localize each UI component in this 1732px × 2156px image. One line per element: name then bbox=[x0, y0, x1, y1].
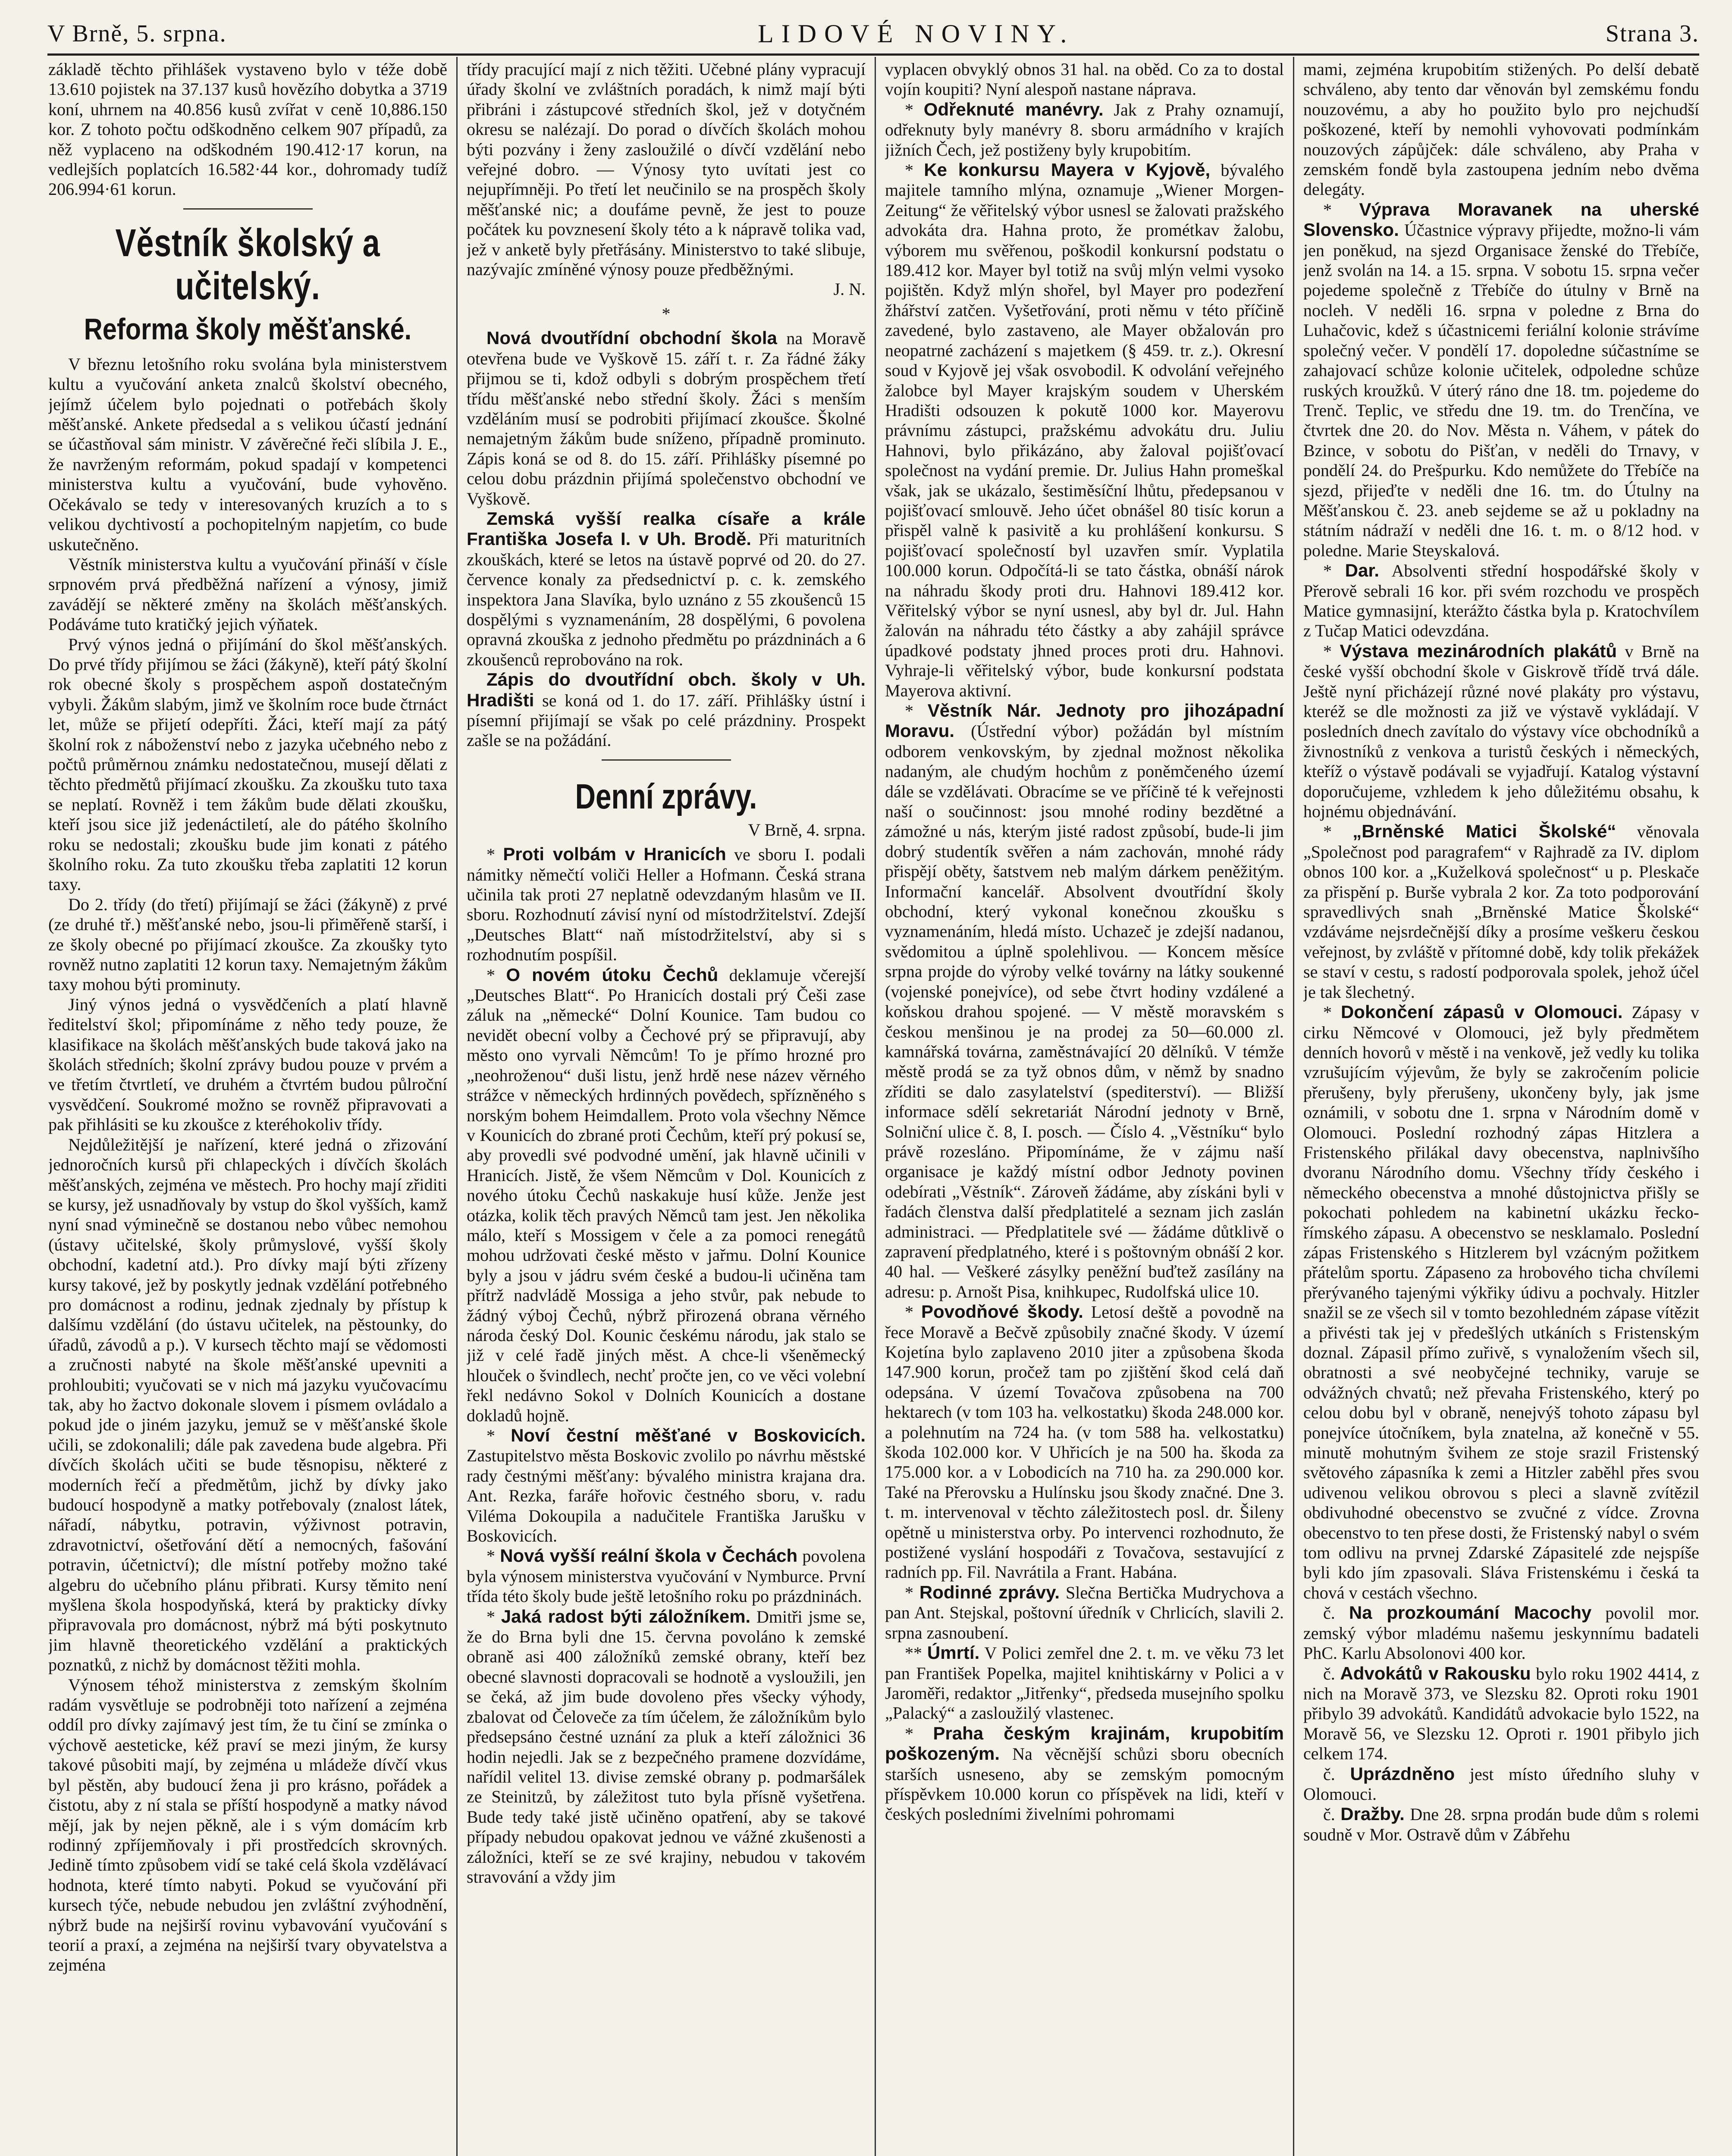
insurance-report-text: základě těchto přihlášek vystaveno bylo v téže době 13.610 pojistek na 37.137 kusů hovězího dobytka a 3719 koní, uhrnem na 40.856 kusů zvířat v ceně 10,886.150 kor. Z tohoto počtu odškodněno celkem 907 případů, za něž vyplaceno na odškodném 190.412·17 korun, na vedlejších poplatcích 16.582·44 kor., dohromady tudíž 206.994·61 korun. bbox=[48, 60, 447, 199]
news-text: Jak z Prahy oznamují, odřeknuty byly manévry 8. sboru armádního v krajích jižních Čech, jež postiženy byly krupobitím. bbox=[885, 100, 1284, 160]
news-headline: Proti volbám v Hranicích bbox=[503, 844, 726, 865]
news-headline: Dokončení zápasů v Olomouci. bbox=[1340, 1002, 1623, 1022]
news-headline: Noví čestní měšťané v Boskovicích. bbox=[511, 1425, 866, 1445]
column-2: třídy pracující mají z nich těžiti. Učebné plány vypracují úřady školní ve zvláštních poradách, k nimž mají býti přibráni i zástupcové středních škol, jež v dotyčném okresu se nalézají. Do porad o dívčích školách mohou býti pozvány i ženy zasloužilé o dívčí vzdělání nebo veřejné dobro. — Výnosy tyto uvítati jest co nejupřímněji. Po třetí let neučinilo se na prospěch školy měšťanské nic; a doufáme pevně, že jest to pouze počátek ku povznesení školy této a k nápravě tolika vad, jež v anketě byly přetřásány. Ministerstvo to také slibuje, nazývajíc zmíněné výnosy pouze předběžnými. J. N. * Nová dvoutřídní obchodní škola na Moravě otevřena bude ve Vyškově 15. září t. r. Za řádné žáky přijmou se ti, kdož odbyli s dobrým prospěchem třetí třídu měšťanské nebo střední školy. Žáci s menším vzděláním musí se podrobiti přijímací zkoušce. Školné nemajetným žákům bude sníženo, případně prominuto. Zápis koná se od 8. do 15. září. Přihlášky písemné po celou dobu prázdnin přijímá společenstvo obchodní ve Vyškově. Zemská vyšší realka císaře a krále Františka Josefa I. v Uh. Brodě. Při maturitních zkouškách, které se letos na ústavě poprvé od 20. do 27. července konaly za předsednictví p. c. k. zemského inspektora Jana Slavíka, bylo uznáno z 55 zkoušenců 15 dospělými s vyznamenáním, 28 dospělými, 6 povolena opravná zkouška z jednoho předmětu po prázdninách a 6 zkoušenců reprobováno na rok. Zápis do dvoutřídní obch. školy v Uh. Hradišti se koná od 1. do 17. září. Přihlášky ústní i písemní přijímají se však po celé prázdniny. Prospekt zašle se na požádání. Denní zprávy. V Brně, 4. srpna. * Proti volbám v Hranicích ve sboru I. podali námitky němečtí voliči Heller a Hofmann. Česká strana učinila tak proti 27 neplatně odevzdaným hlasům ve II. sboru. Rozhodnutí závisí nyní od místodržitelství. Zdejší „Deutsches Blatt“ naň místodržitelství, aby si s rozhodnutím pospíšil. * O novém útoku Čechů deklamuje včerejší „Deutsches Blatt“. Po Hranicích dostali prý Češi zase záluk na „německé“ Dolní Kounice. Tam budou co nevidět obecní volby a Čechové prý se připravují, aby město ono vyrvali Němcům! To je přímo hrozné pro „neohroženou“ duši listu, jenž hrdě nese název věrného strážce v německých hrdinných povědech, spřízněného s norským bohem Heimdallem. Proto vola všechny Němce v Kounicích do zbrané proti Čechům, kteří prý pokusí se, aby provedli své podvodné umění, jak hlavně učinili v Hranicích. Jistě, že všem Němcům v Dol. Kounicích z nového útoku Čechů naskakuje husí kůže. Jenže jest otázka, kolik těch pravých Němců tam jest. Jen několika málo, kteří s Mossigem v čele a za pomoci renegátů mohou udržovati české město v jařmu. Dolní Kounice byly a jsou v jádru svém české a budou-li učiněna tam přítrž nadvládě Mossiga a jeho stvůr, pak nebude to žádný výboj Čechů, nýbrž přirozená obrana věrného národa český Dol. Kounic českému národu, jak stalo se již v celé řadě jiných měst. A chce-li všeněmecký hlouček o švindlech, nechť pročte jen, co ve věci volební řekl nedávno Sokol v Dolních Kounicích a dostane dokladů hojně. * Noví čestní měšťané v Boskovicích. Zastupitelstvo města Boskovic zvolilo po návrhu městské rady čestnými měšťany: bývalého ministra krajana dra. Ant. Rezka, faráře hořovic čestného sboru, v. radu Viléma Dokoupila a nadučitele Františka Jarušku v Boskovicích. * Nová vyšší reální škola v Čechách povolena byla výnosem ministerstva vyučování v Nymburce. První třída této školy bude ještě letošního roku po prázdninách. * Jaká radost býti záložníkem. Dmitři jsme se, že do Brna byli dne 15. června povoláno k zemské obraně asi 400 záložníků zemské obrany, kteří bez obecné slavnosti dopracovali se hodnotě a vysloužili, jen se čeká, až jim bude dovoleno přes všecky výhody, zbalovat od Čeloveče za tím účelem, že záložníkům bylo předsepsáno čestné uznání za pluk a kteří záložnici 36 hodin nejedli. Jak se z bezpečného pramene dozvídáme, nařídil velitel 13. divise zemské obrany p. podmaršálek ze Steinitzů, by záležitost tuto byla přísně vyšetřena. Bude tedy také jistě učiněno opatření, aby se takové případy nebudou opakovat jednou ve vážné zkušenosti a záložníci, kteří se ze své krajiny, nebudou v takovém stravování a vždy jim bbox=[467, 60, 866, 1887]
article-paragraph: Nejdůležitější je nařízení, které jedná o zřizování jednoročních kursů při chlapeckých i dívčích školách měšťanských, zejména ve městech. Pro hochy mají zřiditi se kursy, jež usnadňovaly by vstup do škol vyšších, kamž nyní snad výminečně se dostanou nebo vůbec nemohou (ústavy učitelské, školy průmyslové, vyšší školy obchodní, kadetní atd.). Pro dívky mají býti zřízeny kursy takové, jež by poskytly jednak vzdělání potřebného pro domácnost a rodinu, jednak zjednaly by přístup k dalšímu vzdělání (do ústavu učitelek, na pěstounky, do úřadů, závodů a p.). V kursech těchto mají se vědomosti a zručnosti nabyté na škole měšťanské upevniti a prohloubiti; vyučovati se v nich má jazyku vyučovacímu tak, aby ho žactvo dokonale slovem i písmem ovládalo a pokud jde o jiném jazyku, jemuž se v měšťanské škole učili, se zdokonalili; dále pak zavedena bude algebra. Při dívčích školách učiti se bude těsnopisu, některé z moderních řečí a předmětům, jichž by dívky jako budoucí hospodyně a matky potřebovaly (znalost látek, nářadí, nábytku, potravin, výživnost potravin, zdravotnictví, ošetřování dětí a nemocných, fašování potravin, účetnictví); dle místní potřeby možno také algebru do učebního plánu přibrati. Kursy těmito není myšlena škola hospodyňská, která by prakticky dívky připravovala pro domácnost, nýbrž má býti poskytnuto jim hlavně theoretického vzdělání a praktických poznatků, z nichž by domácnost těžiti mohla. bbox=[48, 1134, 447, 1675]
article-paragraph: třídy pracující mají z nich těžiti. Učebné plány vypracují úřady školní ve zvláštních poradách, k nimž mají býti přibráni i zástupcové středních škol, jež v dotyčném okresu se nalézají. Do porad o dívčích školách mohou býti pozvány i ženy zasloužilé o dívčí vzdělání nebo veřejné dobro. — Výnosy tyto uvítati jest co nejupřímněji. Po třetí let neučinilo se na prospěch školy měšťanské nic; a doufáme pevně, že jest to pouze počátek ku povznesení školy této a k nápravě tolika vad, jež v anketě byly přetřásány. Ministerstvo to také slibuje, nazývajíc zmíněné výnosy pouze předběžnými. bbox=[467, 60, 866, 279]
news-headline: Ke konkursu Mayera v Kyjově, bbox=[924, 160, 1211, 180]
header-rule bbox=[47, 53, 1699, 56]
news-text: povolena byla výnosem ministerstva vyučování v Nymburce. První třída této školy bude ještě letošního roku po prázdninách. bbox=[467, 1546, 866, 1606]
news-text: Letosí deště a povodně na řece Moravě a Bečvě způsobily značné škody. V území Kojetína bylo zaplaveno 2010 jiter a způsobena škoda 147.900 korun, pročež tam po zjištění škod celá daň odepsána. V území Tovačova způsobena na 700 hektarech (v tom 103 ha. velkostatku) škoda 248.000 kor. a polehnutím na 724 ha. (v tom 588 ha. velkostatku) škoda 102.000 kor. V Uhřicích je na 500 ha. škoda za 175.000 kor. a v Lobodicích na 710 ha. za 290.000 kor. Také na Přerovsku a Hulínsku jsou škody značné. Dne 3. t. m. intervenoval v těchto záležitostech posl. dr. Šileny opětně u ministerstva orby. Po intervenci rozhodnuto, že postižené vyslání hospodáři z Tovačova, sestavující z radních pp. Fil. Navrátila a Frant. Habána. bbox=[885, 1302, 1284, 1582]
column-divider bbox=[875, 57, 876, 2156]
news-headline: Úmrtí. bbox=[927, 1642, 980, 1663]
news-text: bývalého majitele tamního mlýna, oznamuje „Wiener Morgen-Zeitung“ že věřitelský výbor usnesl se žalovati pražského advokáta dra. Hahna proto, že prométkav žalobu, výborem mu svěřenou, poškodil konkursní podstatu o 189.412 kor. Mayer byl totiž na svůj mlýn velmi vysoko pojištěn. Když mlýn shořel, byl Mayer pro podezření žhářství zatčen. Vyšetřování, proti němu v této příčině zavedené, bylo zastaveno, ale Mayer obžalován pro neopatrné zacházení s majetkem (§ 459. tr. z.). Okresní soud v Kyjově jej však osvobodil. K odvolání veřejného žalobce byl Mayer krajským soudem v Uherském Hradišti odsouzen k pokutě 1000 kor. Mayerovu právnímu zástupci, pražskému advokátu dru. Juliu Hahnovi, bylo přikázáno, aby žaloval pojišťovací společnost na vydání premie. Dr. Julius Hahn promeškal však, jak se ukázalo, šestiměsíční lhůtu, předepsanou v pojišťovací smlouvě. Jeho účet obnášel 80 tisíc korun a přispěl valně k pasivitě a ku prohlášení konkursu. S pojišťovací společností byl uzavřen smír. Vyplatila 100.000 korun. Odpočítá-li se tato částka, obnáší nárok na náhradu škody proti dru. Hahnovi 189.412 kor. Věřitelský výbor se nyní usnesl, aby byl dr. Jul. Hahn žalován na náhradu této částky a aby zahájil správce úpadkové podstaty jhned proces proti dru. Hahnovi. Vyhraje-li věřitelský výbor, bude konkursní podstata Mayerova aktivní. bbox=[885, 160, 1284, 700]
column-divider bbox=[456, 57, 458, 2156]
separator bbox=[183, 208, 313, 210]
article-paragraph: Jiný výnos jedná o vysvědčeních a platí hlavně ředitelství škol; připomínáme z něho tedy pouze, že klasifikace na školách měšťanských bude taková jako na školách středních; školní zprávy budou pouze v prvém a ve třetím čtvrtletí, ve druhém a čtvrtém budou půlroční vysvědčení. Soukromé možno se rovněž připravovati a pak přihlásiti se ku zkoušce z kteréhokoliv třídy. bbox=[48, 994, 447, 1134]
news-text: Na věcnější schůzi sboru obecních starších usneseno, aby se zemským pomocným příspěvkem 10.000 korun co příspěvek na lidi, kteří v českých posledními živelními pohromami bbox=[885, 1744, 1284, 1824]
news-headline: „Brněnské Matici Školské“ bbox=[1352, 821, 1616, 842]
news-text: bylo roku 1902 4414, z nich na Moravě 373, ve Slezsku 82. Oproti roku 1901 přibylo 39 advokátů. Kandidátů advokacie bylo 1522, na Moravě 56, ve Slezsku 12. Oproti r. 1901 přibylo jich celkem 174. bbox=[1303, 1664, 1699, 1764]
news-text: Dmitři jsme se, že do Brna byli dne 15. června povoláno k zemské obraně asi 400 záložníků zemské obrany, kteří bez obecné slavnosti dopracovali se hodnotě a vysloužili, jen se čeká, až jim bude dovoleno přes všecky výhody, zbalovat od Čeloveče za tím účelem, že záložníkům bylo předsepsáno čestné uznání za pluk a kteří záložnici 36 hodin nejedli. Jak se z bezpečného pramene dozvídáme, nařídil velitel 13. divise zemské obrany p. podmaršálek ze Steinitzů, by záležitost tuto byla přísně vyšetřena. Bude tedy také jistě učiněno opatření, aby se takové případy nebudou opakovat jednou ve vážné zkušenosti a záložníci, kteří se ze své krajiny, nebudou v takovém stravování a vždy jim bbox=[467, 1607, 866, 1887]
news-text: Dne 28. srpna prodán bude dům s rolemi soudně v Mor. Ostravě dům v Zábřehu bbox=[1303, 1805, 1699, 1844]
news-headline: Jaká radost býti záložníkem. bbox=[501, 1606, 751, 1626]
news-text: ve sboru I. podali námitky němečtí voliči Heller a Hofmann. Česká strana učinila tak proti 27 neplatně odevzdaným hlasům ve II. sboru. Rozhodnutí závisí nyní od místodržitelství. Zdejší „Deutsches Blatt“ naň místodržitelství, aby si s rozhodnutím pospíšil. bbox=[467, 845, 866, 965]
article-paragraph: Do 2. třídy (do třetí) přijímají se žáci (žákyně) z prvé (ze druhé tř.) měšťanské nebo, jsou-li přiměřeně starší, i ze školy obecné po přijímací zkoušce. Za zkoušky tyto rovněž nutno zaplatiti 12 korun taxy. Nemajetným žákům taxy mohou býti prominuty. bbox=[48, 894, 447, 994]
news-text: věnovala „Společnost pod paragrafem“ v Rajhradě za IV. diplom obnos 100 kor. a „Kuželková společnost“ u p. Pleskače za přispění p. Burše vybrala 2 kor. Za toto podporování spravedlivých snah „Brněnské Matice Školské“ vzdáváme nejsrdečnější díky a prosíme veškeru českou veřejnost, by zvláště v přítomné době, kdy tolik překážek se staví v cestu, s radostí podporovala spolek, jehož účel je tak šlechetný. bbox=[1303, 822, 1699, 1002]
column-1 bbox=[48, 60, 447, 2156]
news-headline: Dar. bbox=[1345, 560, 1380, 581]
news-text: na Moravě otevřena bude ve Vyškově 15. září t. r. Za řádné žáky přijmou se ti, kdož odbyli s dobrým prospěchem třetí třídu měšťanské nebo střední školy. Žáci s menším vzděláním musí se podrobiti přijímací zkoušce. Školné nemajetným žákům bude sníženo, případně prominuto. Zápis koná se od 8. do 15. září. Přihlášky písemné po celou dobu prázdnin přijímá společenstvo obchodní ve Vyškově. bbox=[467, 329, 866, 508]
news-text: V Polici zemřel dne 2. t. m. ve věku 73 let pan František Popelka, majitel knihtiskárny v Polici a v Jaroměři, redaktor „Jitřenky“, předseda musejního spolku „Palacký“ a zasloužilý vlastenec. bbox=[885, 1643, 1284, 1723]
article-paragraph: Výnosem téhož ministerstva z zemským školním radám vysvětluje se podrobněji toto nařízení a zejména oddíl pro dívky zajímavý jest tím, že tu činí se zmínka o výchově aesteticke, kéž praví se mezi jiným, že kursy takové působiti mají, by zejména u mládeže dívčí vkus byl pěstěn, aby budoucí žena ji pro krásno, pořádek a čistotu, aby z ní stala se příští hospodyně a matky návod mějí, jak by nejen pěkně, ale i s vým domácím krb rodinný zpříjemňovaly i při prostředcích skrovných. Jedině tímto způsobem vidí se také celá škola vzdělávací hodnota, které tímto nabyti. Pokud se vyučování při kursech týče, nebude nebudou jen zvláštní zvýhodnění, nýbrž bude na nejširší rovinu vybavování vyučování s teorií a praxí, a zejména na nejširší tvary obyvatelstva a zejména bbox=[48, 1675, 447, 1975]
news-headline: Odřeknuté manévry. bbox=[923, 99, 1104, 119]
news-headline: Výprava Moravanek na uherské Slovensko. bbox=[1303, 199, 1699, 240]
masthead bbox=[47, 16, 1699, 51]
news-text: Zápasy v cirku Němcové v Olomouci, jež byly předmětem denních hovorů v městě i na venkově, jež vedly ku tolika vzrušujícím výjevům, že byly se zakročením policie přerušeny, byly přerušeny, ukončeny byly, jak jsme oznámili, v sobotu dne 1. srpna v Národním domě v Olomouci. Poslední rozhodný zápas Hitzlera a Fristenského přilákal davy obecenstva, naplnivšího dvoranu Národního domu. Všechny třídy českého i německého obecenstva a mnohé důstojnictva přišly se pokochati pohledem na kabinetní ukázku řecko-římského zápasu. A obecenstvo se nesklamalo. Poslední zápas Fristenského s Hitzlerem byl vzácným požitkem přátelům sportu. Zápaseno za hrobového ticha chvílemi přerývaného tajenými výkřiky údivu a pochvaly. Hitzler snažil se ze všech sil v tomto bezohledném zápase vítězit a přivésti tak jej v předešlých utkáních s Fristenským doznal. Zápasil přímo zuřivě, s vynaložením všech sil, obratnosti a své neobyčejné techniky, varuje se odvážných chvatů; než převaha Fristenského, který po celou dobu byl v obraně, nenejvýš tohoto zápasu byl ponejvíce útočníkem, byla znatelna, až konečně v 55. minutě mohutným švihem ze stoje srazil Fristenský světového zápasníka k zemi a Hitzler zaběhl přes svou udivenou velikou obrovou s pleci a slavně zvítězil obdivuhodné obecenstvo se zvučné z vídce. Zrovna obecenstvo to ten přese dosti, že Fristenský nabyl o svém tom odlivu na prvnej Zdarské Zápasitelé zde nejspíše byli kdo jím zpasovali. Sláva Fristenskému i česká ta chová v cestách všechno. bbox=[1303, 1003, 1699, 1602]
section-title-daily-news: Denní zprávy. bbox=[575, 777, 757, 816]
news-text: povolil mor. zemský výbor mladému našemu jeskynnímu badateli PhC. Karlu Absolonovi 400 kor. bbox=[1303, 1603, 1699, 1663]
article-paragraph: V březnu letošního roku svolána byla ministerstvem kultu a vyučování anketa znalců školství obecného, jejímž účelem bylo pojednati o potřebách školy měšťanské. Ankete předsedal a s velikou účastí jednání se účastňoval sám ministr. V závěrečné řeči slíbila J. E., že navrženým reformám, pokud spadají v kompetenci ministerstva kultu a vyučování, bude vyhověno. Očekávalo se tedy v interesovaných kruzích a to s velikou dychtivostí a pochopitelným napjetím, co bude uskutečněno. bbox=[48, 354, 447, 554]
author-signature: J. N. bbox=[833, 279, 866, 299]
column-divider bbox=[1293, 57, 1294, 2156]
news-headline: Zemská vyšší realka císaře a krále Františka Josefa I. v Uh. Brodě. bbox=[467, 508, 866, 549]
news-headline: Dražby. bbox=[1340, 1804, 1405, 1824]
article-title-school-reform: Reforma školy měšťanské. bbox=[84, 312, 412, 346]
news-headline: Na prozkoumání Macochy bbox=[1349, 1602, 1592, 1623]
page-number: Strana 3. bbox=[1605, 20, 1699, 47]
news-headline: Nová dvoutřídní obchodní škola bbox=[486, 328, 777, 348]
dateline: V Brně, 4. srpna. bbox=[748, 820, 866, 840]
separator bbox=[602, 759, 731, 761]
news-headline: Rodinné zprávy. bbox=[919, 1582, 1060, 1602]
news-text: jest místo úředního sluhy v Olomouci. bbox=[1303, 1764, 1699, 1804]
news-text: se koná od 1. do 17. září. Přihlášky ústní i písemní přijímají se však po celé prázdniny. Prospekt zašle se na požádání. bbox=[467, 690, 866, 750]
column-4: mami, zejména krupobitím stižených. Po delší debatě schváleno, aby tento dar věnován byl zemskému fondu nouzovému, a aby ho použito bylo pro nejchudší poškozené, kteří by nemohli vyhovovati podmínkám nouzových zápůjček: dále schváleno, aby Praha v zemském fondě byla zastoupena jedním nebo dvěma delegáty. * Výprava Moravanek na uherské Slovensko. Účastnice výpravy přijedte, možno-li vám jen poněkud, na sjezd Organisace ženské do Třebíče, jenž svolán na 14. a 15. srpna. V sobotu 15. srpna večer pojedeme společně z Třebíče do útulny v Brně na nocleh. V neděli 16. srpna v poledne z Brna do Luhačovic, kdež s účastnicemi feriální kolonie strávíme společný večer. V pondělí 17. dopoledne súčastníme se zahajovací schůze kolonie učitelek, odpoledne schůze ruských kroužků. V úterý ráno dne 18. tm. pojedeme do Trenč. Teplic, ve středu dne 19. tm. do Trenčína, ve čtvrtek dne 20. do Nov. Města n. Váhem, v pátek do Bzince, v sobotu do Pišťan, v neděli do Trnavy, v pondělí 24. do Prešpurku. Kdo nemůžete do Třebíče na sjezd, přijeďte v neděli dne 16. tm. do Útulny na Měšťanskou č. 23. aneb sejdeme se až u pokladny na státním nádraží v neděli dne 16. t. m. o 8/12 hod. v poledne. Marie Steyskalová. * Dar. Absolventi střední hospodářské školy v Přerově sebrali 16 kor. při svém rozchodu ve prospěch Matice gymnasijní, kterážto částka byla p. Kratochvílem z Tučap Matici odevzdána. * Výstava mezinárodních plakátů v Brně na české vyšší obchodní škole v Giskrově třídě trvá dále. Ještě nyní přicházejí různé nové plakáty pro výstavu, kteréž se dle možnosti za již ve výstavě vykládají. V posledních dnech zavítalo do výstavy více obchodníků a živnostníků z venkova a turistů českých i německých, kteříž o výstavě podávali se vyjadřují. Katalog výstavní doporučujeme, vzhledem k jeho důležitému obsahu, k hojnému objednávání. * „Brněnské Matici Školské“ věnovala „Společnost pod paragrafem“ v Rajhradě za IV. diplom obnos 100 kor. a „Kuželková společnost“ u p. Pleskače za přispění p. Burše vybrala 2 kor. Za toto podporování spravedlivých snah „Brněnské Matice Školské“ vzdáváme nejsrdečnější díky a prosíme veškeru českou veřejnost, by zvláště v přítomné době, kdy tolik překážek se staví v cestu, s radostí podporovala spolek, jehož účel je tak šlechetný. * Dokončení zápasů v Olomouci. Zápasy v cirku Němcové v Olomouci, jež byly předmětem denních hovorů v městě i na venkově, jež vedly ku tolika vzrušujícím výjevům, že byly se zakročením policie přerušeny, byly přerušeny, ukončeny byly, jak jsme oznámili, v sobotu dne 1. srpna v Národním domě v Olomouci. Poslední rozhodný zápas Hitzlera a Fristenského přilákal davy obecenstva, naplnivšího dvoranu Národního domu. Všechny třídy českého i německého obecenstva a mnohé důstojnictva přišly se pokochati pohledem na kabinetní ukázku řecko-římského zápasu. A obecenstvo se nesklamalo. Poslední zápas Fristenského s Hitzlerem byl vzácným požitkem přátelům sportu. Zápaseno za hrobového ticha chvílemi přerývaného tajenými výkřiky údivu a pochvaly. Hitzler snažil se ze všech sil v tomto bezohledném zápase vítězit a přivésti tak jej v předešlých utkáních s Fristenským doznal. Zápasil přímo zuřivě, s vynaložením všech sil, obratnosti a své neobyčejné techniky, varuje se odvážných chvatů; než převaha Fristenského, který po celou dobu byl v obraně, nenejvýš tohoto zápasu byl ponejvíce útočníkem, byla znatelna, až konečně v 55. minutě mohutným švihem ze stoje srazil Fristenský světového zápasníka k zemi a Hitzler zaběhl přes svou udivenou velikou obrovou s pleci a slavně zvítězil obdivuhodné obecenstvo se zvučné z vídce. Zrovna obecenstvo to ten přese dosti, že Fristenský nabyl o svém tom odlivu na prvnej Zdarské Zápasitelé zde nejspíše byli kdo jím zpasovali. Sláva Fristenskému i česká ta chová v cestách všechno. č. Na prozkoumání Macochy povolil mor. zemský výbor mladému našemu jeskynnímu badateli PhC. Karlu Absolonovi 400 kor. č. Advokátů v Rakousku bylo roku 1902 4414, z nich na Moravě 373, ve Slezsku 82. Oproti roku 1901 přibylo 39 advokátů. Kandidátů advokacie bylo 1522, na Moravě 56, ve Slezsku 12. Oproti r. 1901 přibylo jich celkem 174. č. Uprázdněno jest místo úředního sluhy v Olomouci. č. Dražby. Dne 28. srpna prodán bude dům s rolemi soudně v Mor. Ostravě dům v Zábřehu bbox=[1303, 60, 1699, 1844]
separator-star: * bbox=[662, 304, 671, 323]
news-text: v Brně na české vyšší obchodní škole v Giskrově třídě trvá dále. Ještě nyní přicházejí různé nové plakáty pro výstavu, kteréž se dle možnosti za již ve výstavě vykládají. V posledních dnech zavítalo do výstavy více obchodníků a živnostníků z venkova a turistů českých i německých, kteříž o výstavě podávali se vyjadřují. Katalog výstavní doporučujeme, vzhledem k jeho důležitému obsahu, k hojnému objednávání. bbox=[1303, 641, 1699, 821]
news-text: Účastnice výpravy přijedte, možno-li vám jen poněkud, na sjezd Organisace ženské do Třebíče, jenž svolán na 14. a 15. srpna. V sobotu 15. srpna večer pojedeme společně z Třebíče do útulny v Brně na nocleh. V neděli 16. srpna v poledne z Brna do Luhačovic, kdež s účastnicemi feriální kolonie strávíme společný večer. V pondělí 17. dopoledne súčastníme se zahajovací schůze kolonie učitelek, odpoledne schůze ruských kroužků. V úterý ráno dne 18. tm. pojedeme do Trenč. Teplic, ve středu dne 19. tm. do Trenčína, ve čtvrtek dne 20. do Nov. Města n. Váhem, v pátek do Bzince, v sobotu do Pišťan, v neděli do Trnavy, v pondělí 24. do Prešpurku. Kdo nemůžete do Třebíče na sjezd, přijeďte v neděli dne 16. tm. do Útulny na Měšťanskou č. 23. aneb sejdeme se až u pokladny na státním nádraží v neděli dne 16. t. m. o 8/12 hod. v poledne. Marie Steyskalová. bbox=[1303, 220, 1699, 560]
newspaper-title: LIDOVÉ NOVINY. bbox=[758, 19, 1075, 48]
news-headline: Povodňové škody. bbox=[921, 1301, 1083, 1322]
news-headline: Výstava mezinárodních plakátů bbox=[1340, 640, 1617, 661]
news-headline: Praha českým krajinám, krupobitím poškozeným. bbox=[885, 1723, 1284, 1764]
section-title-school-bulletin: Věstník školský a učitelský. bbox=[115, 221, 380, 308]
news-text: (Ústřední výbor) požádán byl místním odborem venkovským, by zjednal možnost několika nadaným, ale chudým hochům z poněmčeného území dále se vzdělávati. Obracíme se ve příčině té k veřejnosti naší o součinnost: jsou mnohé rodiny bezdětné a zámožné u nás, kterým jisté radost způsobí, bude-li jim dobrý studentík svěřen a nám zachován, mnohé rády přispějí oběty, šatstvem neb malým dárkem peněžitým. Informační kancelář. Absolvent dvoutřídní školy obchodní, který vykonal konečnou zkoušku s vyznamenáním, hledá místo. Uchazeč je zdejší nadanou, svědomitou a úplně spolehlivou. — Koncem měsíce srpna projde do výroby velké továrny na látky soukenné (vojenské ponejvíce), od sebe čtvrt hodiny vzdálené a koňskou drahou spojené. — V městě moravském s českou menšinou je na prodej za 50—60.000 zl. kamnářská továrna, zaměstnávající 20 dělníků. V témže městě prodá se za tyž obnos dům, v němž by snadno zříditi se dalo zasylatelství (spediterství). — Bližší informace sdělí sekretariát Národní jednoty v Brně, Solniční ulice č. 8, I. posch. — Číslo 4. „Věstníku“ bylo právě rozesláno. Připomínáme, že v zájmu naší organisace je každý místní odbor Jednoty povinen odebírati „Věstník“. Zároveň žádáme, aby získáni byli v řadách členstva další předplatitelé a seznam jich zaslán administraci. — Předplatitele své — žádáme důtklivě o zapravení předplatného, které i s poštovným obnáší 2 kor. 40 hal. — Veškeré zásylky peněžní buďtež zasílány na adresu: p. Arnošt Pisa, knihkupec, Rudolfská ulice 10. bbox=[885, 721, 1284, 1301]
news-headline: Věstník Nár. Jednoty pro jihozápadní Moravu. bbox=[885, 700, 1284, 741]
news-headline: Uprázdněno bbox=[1350, 1763, 1455, 1784]
masthead-place-date: V Brně, 5. srpna. bbox=[47, 20, 227, 47]
column-3: vyplacen obvyklý obnos 31 hal. na oběd. Co za to dostal vojín koupiti? Nyní alespoň nastane náprava. * Odřeknuté manévry. Jak z Prahy oznamují, odřeknuty byly manévry 8. sboru armádního v krajích jižních Čech, jež postiženy byly krupobitím. * Ke konkursu Mayera v Kyjově, bývalého majitele tamního mlýna, oznamuje „Wiener Morgen-Zeitung“ že věřitelský výbor usnesl se žalovati pražského advokáta dra. Hahna proto, že prométkav žalobu, výborem mu svěřenou, poškodil konkursní podstatu o 189.412 kor. Mayer byl totiž na svůj mlýn velmi vysoko pojištěn. Když mlýn shořel, byl Mayer pro podezření žhářství zatčen. Vyšetřování, proti němu v této příčině zavedené, bylo zastaveno, ale Mayer obžalován pro neopatrné zacházení s majetkem (§ 459. tr. z.). Okresní soud v Kyjově jej však osvobodil. K odvolání veřejného žalobce byl Mayer krajským soudem v Uherském Hradišti odsouzen k pokutě 1000 kor. Mayerovu právnímu zástupci, pražskému advokátu dru. Juliu Hahnovi, bylo přikázáno, aby žaloval pojišťovací společnost na vydání premie. Dr. Julius Hahn promeškal však, jak se ukázalo, šestiměsíční lhůtu, předepsanou v pojišťovací smlouvě. Jeho účet obnášel 80 tisíc korun a přispěl valně k pasivitě a ku prohlášení konkursu. S pojišťovací společností byl uzavřen smír. Vyplatila 100.000 korun. Odpočítá-li se tato částka, obnáší nárok na náhradu škody proti dru. Hahnovi 189.412 kor. Věřitelský výbor se nyní usnesl, aby byl dr. Jul. Hahn žalován na náhradu této částky a aby zahájil správce úpadkové podstaty jhned proces proti dru. Hahnovi. Vyhraje-li věřitelský výbor, bude konkursní podstata Mayerova aktivní. * Věstník Nár. Jednoty pro jihozápadní Moravu. (Ústřední výbor) požádán byl místním odborem venkovským, by zjednal možnost několika nadaným, ale chudým hochům z poněmčeného území dále se vzdělávati. Obracíme se ve příčině té k veřejnosti naší o součinnost: jsou mnohé rodiny bezdětné a zámožné u nás, kterým jisté radost způsobí, bude-li jim dobrý studentík svěřen a nám zachován, mnohé rády přispějí oběty, šatstvem neb malým dárkem peněžitým. Informační kancelář. Absolvent dvoutřídní školy obchodní, který vykonal konečnou zkoušku s vyznamenáním, hledá místo. Uchazeč je zdejší nadanou, svědomitou a úplně spolehlivou. — Koncem měsíce srpna projde do výroby velké továrny na látky soukenné (vojenské ponejvíce), od sebe čtvrt hodiny vzdálené a koňskou drahou spojené. — V městě moravském s českou menšinou je na prodej za 50—60.000 zl. kamnářská továrna, zaměstnávající 20 dělníků. V témže městě prodá se za tyž obnos dům, v němž by snadno zříditi se dalo zasylatelství (spediterství). — Bližší informace sdělí sekretariát Národní jednoty v Brně, Solniční ulice č. 8, I. posch. — Číslo 4. „Věstníku“ bylo právě rozesláno. Připomínáme, že v zájmu naší organisace je každý místní odbor Jednoty povinen odebírati „Věstník“. Zároveň žádáme, aby získáni byli v řadách členstva další předplatitelé a seznam jich zaslán administraci. — Předplatitele své — žádáme důtklivě o zapravení předplatného, které i s poštovným obnáší 2 kor. 40 hal. — Veškeré zásylky peněžní buďtež zasílány na adresu: p. Arnošt Pisa, knihkupec, Rudolfská ulice 10. * Povodňové škody. Letosí deště a povodně na řece Moravě a Bečvě způsobily značné škody. V území Kojetína bylo zaplaveno 2010 jiter a způsobena škoda 147.900 korun, pročež tam po zjištění škod celá daň odepsána. V území Tovačova způsobena na 700 hektarech (v tom 103 ha. velkostatku) škoda 248.000 kor. a polehnutím na 724 ha. (v tom 588 ha. velkostatku) škoda 102.000 kor. V Uhřicích je na 500 ha. škoda za 175.000 kor. a v Lobodicích na 710 ha. za 290.000 kor. Také na Přerovsku a Hulínsku jsou škody značné. Dne 3. t. m. intervenoval v těchto záležitostech posl. dr. Šileny opětně u ministerstva orby. Po intervenci rozhodnuto, že postižené vyslání hospodáři z Tovačova, sestavující z radních pp. Fil. Navrátila a Frant. Habána. * Rodinné zprávy. Slečna Bertička Mudrychova a pan Ant. Stejskal, poštovní úředník v Chrlicích, slavili 2. srpna zasnoubení. ** Úmrtí. V Polici zemřel dne 2. t. m. ve věku 73 let pan František Popelka, majitel knihtiskárny v Polici a v Jaroměři, redaktor „Jitřenky“, předseda musejního spolku „Palacký“ a zasloužilý vlastenec. * Praha českým krajinám, krupobitím poškozeným. Na věcnější schůzi sboru obecních starších usneseno, aby se zemským pomocným příspěvkem 10.000 korun co příspěvek na lidi, kteří v českých posledními živelními pohromami bbox=[885, 60, 1284, 1824]
news-text: vyplacen obvyklý obnos 31 hal. na oběd. Co za to dostal vojín koupiti? Nyní alespoň nastane náprava. bbox=[885, 60, 1284, 99]
news-text: Zastupitelstvo města Boskovic zvolilo po návrhu městské rady čestnými měšťany: bývalého ministra krajana dra. Ant. Rezka, faráře hořovic čestného sboru, v. radu Viléma Dokoupila a nadučitele Františka Jarušku v Boskovicích. bbox=[467, 1446, 866, 1546]
news-text: deklamuje včerejší „Deutsches Blatt“. Po Hranicích dostali prý Češi zase záluk na „německé“ Dolní Kounice. Tam budou co nevidět obecní volby a Čechové prý se připravují, aby město ono vyrvali Němcům! To je přímo hrozné pro „neohroženou“ duši listu, jenž hrdě nese název věrného strážce v německých hrdinných povědech, spřízněného s norským bohem Heimdallem. Proto vola všechny Němce v Kounicích do zbrané proti Čechům, kteří prý pokusí se, aby provedli své podvodné umění, jak hlavně učinili v Hranicích. Jistě, že všem Němcům v Dol. Kounicích z nového útoku Čechů naskakuje husí kůže. Jenže jest otázka, kolik těch pravých Němců tam jest. Jen několika málo, kteří s Mossigem v čele a za pomoci renegátů mohou udržovati české město v jařmu. Dolní Kounice byly a jsou v jádru svém české a budou-li učiněna tam přítrž nadvládě Mossiga a jeho stvůr, pak nebude to žádný výboj Čechů, nýbrž přirozená obrana věrného národa český Dol. Kounic českému národu, jak stalo se již v celé řadě jiných měst. A chce-li všeněmecký hlouček o švindlech, nechť pročte jen, co ve věci volební řekl nedávno Sokol v Dolních Kounicích a dostane dokladů hojně. bbox=[467, 965, 866, 1425]
news-headline: Nová vyšší reální škola v Čechách bbox=[500, 1545, 798, 1566]
news-text: Při maturitních zkouškách, které se letos na ústavě poprvé od 20. do 27. července konaly za předsednictví p. c. k. zemského inspektora Jana Slavíka, bylo uznáno z 55 zkoušenců 15 dospělými s vyznamenáním, 28 dospělými, 6 povolena opravná zkouška z jednoho předmětu po prázdninách a 6 zkoušenců reprobováno na rok. bbox=[467, 530, 866, 669]
article-paragraph: Prvý výnos jedná o přijímání do škol měšťanských. Do prvé třídy přijímou se žáci (žákyně), kteří pátý školní rok obecné školy s prospěchem aspoň dostatečným vybyli. Žákům slabým, jimž ve školním roce bude čtrnáct let, může se přijetí odepříti. Žáci, kteří mají za pátý školní rok z náboženství nebo z jazyka učebného nebo z počtů průměrnou známku nedostatečnou, musejí dělati z těchto předmětů přijímací zkoušku. Za zkoušku tuto taxa se neplatí. Rovněž i tem žákům bude dělati zkoušku, kteří jsou sice již jedenáctiletí, ale do pátého školního roku se nedostali; zkoušku bude jim konati z pátého školního roku. Za tuto zkoušku třeba zaplatiti 12 korun taxy. bbox=[48, 634, 447, 894]
news-text: Slečna Bertička Mudrychova a pan Ant. Stejskal, poštovní úředník v Chrlicích, slavili 2. srpna zasnoubení. bbox=[885, 1583, 1284, 1642]
article-paragraph: Věstník ministerstva kultu a vyučování přináší v čísle srpnovém prvá předběžná nařízení a výnosy, jimiž zavádějí se některé změny na školách měšťanských. Podáváme tuto kratičký jejich výňatek. bbox=[48, 554, 447, 634]
news-headline: Advokátů v Rakousku bbox=[1340, 1663, 1531, 1683]
news-text: mami, zejména krupobitím stižených. Po delší debatě schváleno, aby tento dar věnován byl zemskému fondu nouzovému, a aby ho použito bylo pro nejchudší poškozené, kteří by nemohli vyhovovati podmínkám nouzových zápůjček: dále schváleno, aby Praha v zemském fondě byla zastoupena jedním nebo dvěma delegáty. bbox=[1303, 60, 1699, 199]
news-text: Absolventi střední hospodářské školy v Přerově sebrali 16 kor. při svém rozchodu ve prospěch Matice gymnasijní, kterážto částka byla p. Kratochvílem z Tučap Matici odevzdána. bbox=[1303, 561, 1699, 641]
news-headline: O novém útoku Čechů bbox=[506, 964, 719, 985]
news-headline: Zápis do dvoutřídní obch. školy v Uh. Hradišti bbox=[467, 669, 866, 710]
